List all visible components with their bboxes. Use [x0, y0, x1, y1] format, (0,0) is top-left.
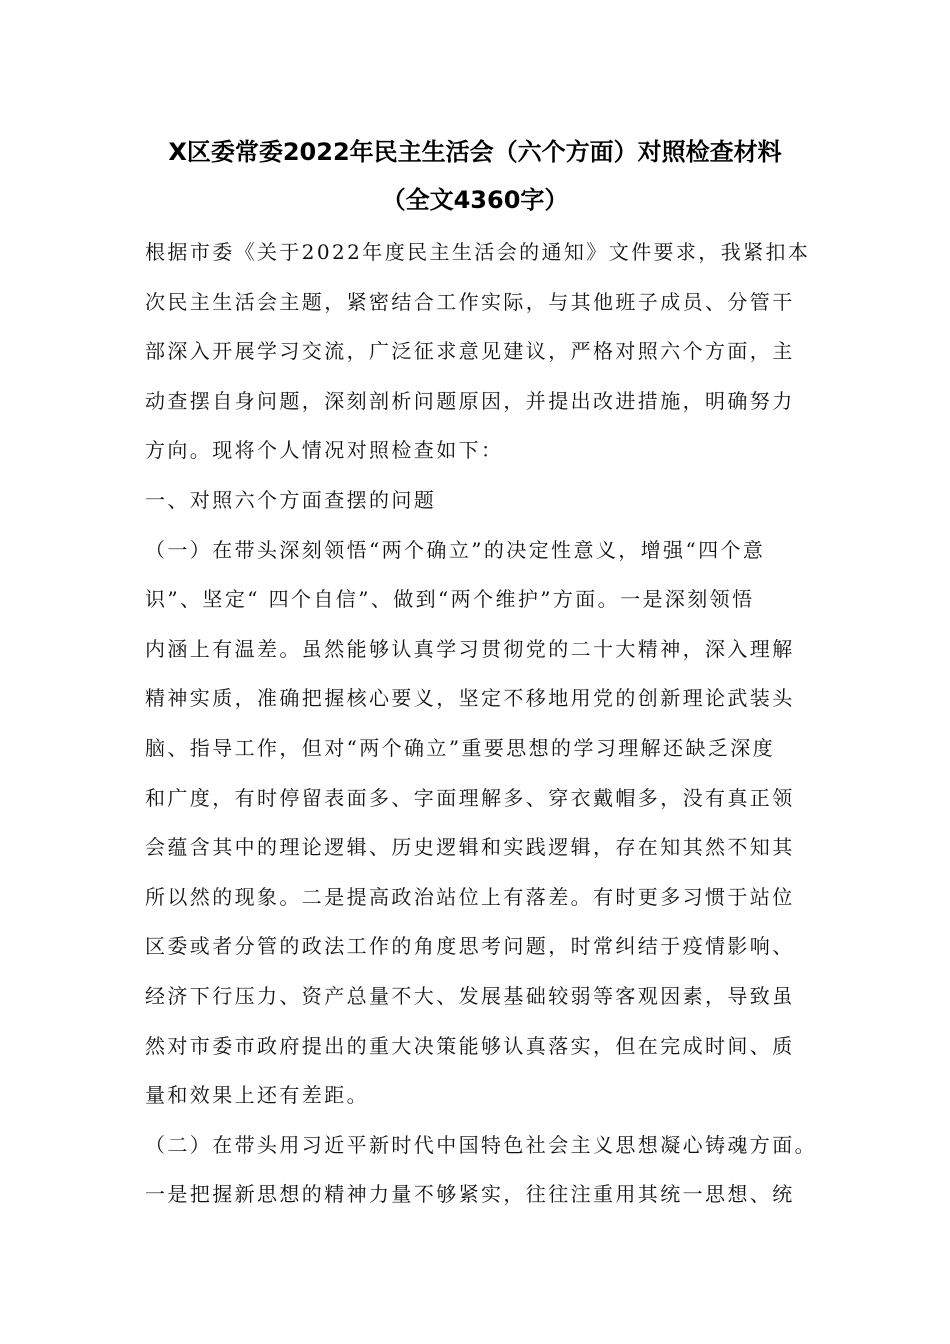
body-line: 量和效果上还有差距。	[145, 1083, 369, 1108]
body-line: 和广度，有时停留表面多、字面理解多、穿衣戴帽多，没有真正领	[145, 785, 795, 810]
body-line: 然对市委市政府提出的重大决策能够认真落实，但在完成时间、质	[145, 1033, 795, 1058]
body-line: 经济下行压力、资产总量不大、发展基础较弱等客观因素，导致虽	[145, 983, 795, 1008]
body-line: 脑、指导工作，但对“两个确立”重要思想的学习理解还缺乏深度	[145, 735, 776, 760]
body-line: 方向。现将个人情况对照检查如下：	[145, 438, 504, 463]
body-line: 部深入开展学习交流，广泛征求意见建议，严格对照六个方面，主	[145, 339, 795, 364]
body-line: 次民主生活会主题，紧密结合工作实际，与其他班子成员、分管干	[145, 289, 795, 314]
body-line: （一）在带头深刻领悟“两个确立”的决定性意义，增强“四个意	[145, 537, 766, 562]
body-line: （二）在带头用习近平新时代中国特色社会主义思想凝心铸魂方面。	[145, 1132, 817, 1157]
body-line: 精神实质，准确把握核心要义，坚定不移地用党的创新理论武装头	[145, 686, 795, 711]
body-line: 内涵上有温差。虽然能够认真学习贯彻党的二十大精神，深入理解	[145, 636, 795, 661]
body-line: 根据市委《关于2022年度民主生活会的通知》文件要求，我紧扣本	[145, 240, 811, 264]
body-line: 区委或者分管的政法工作的角度思考问题，时常纠结于疫情影响、	[145, 934, 795, 959]
body-line: 所以然的现象。二是提高政治站位上有落差。有时更多习惯于站位	[145, 884, 795, 909]
section-heading: 一、对照六个方面查摆的问题	[145, 487, 437, 512]
body-line: 会蕴含其中的理论逻辑、历史逻辑和实践逻辑，存在知其然不知其	[145, 835, 795, 860]
body-line: 识”、坚定“ 四个自信”、做到“两个维护”方面。一是深刻领悟	[145, 587, 755, 612]
document-title: X区委常委2022年民主生活会（六个方面）对照检查材料	[168, 138, 782, 166]
document-subtitle: （全文4360字）	[381, 186, 569, 214]
document-body	[145, 228, 845, 1220]
body-line: 动查摆自身问题，深刻剖析问题原因，并提出改进措施，明确努力	[145, 388, 795, 413]
body-line: 一是把握新思想的精神力量不够紧实，往往注重用其统一思想、统	[145, 1182, 795, 1207]
